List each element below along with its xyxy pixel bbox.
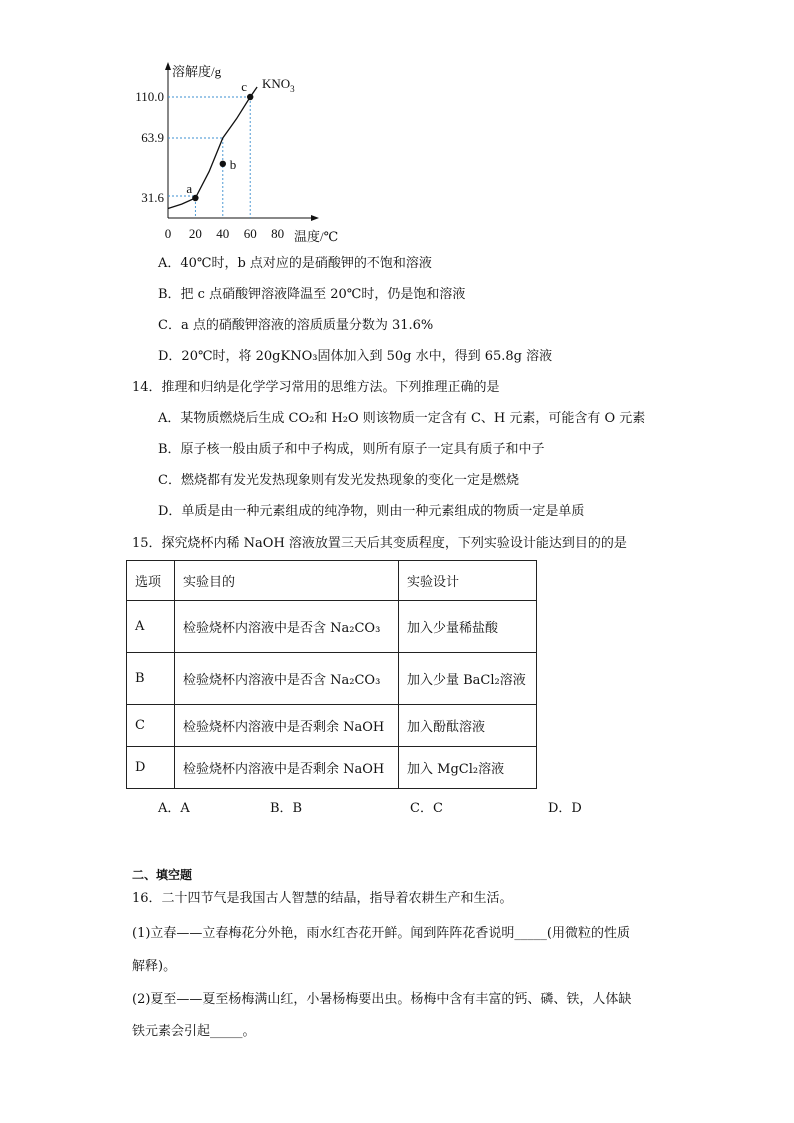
cell-option: D: [127, 747, 175, 789]
header-design: 实验设计: [399, 561, 537, 601]
point-label-a: a: [186, 181, 193, 196]
y-tick-label: 63.9: [141, 130, 164, 145]
cell-design: 加入少量 BaCl₂溶液: [399, 653, 537, 705]
x-tick-label: 40: [216, 226, 230, 241]
q15-answer-b: B．B: [270, 801, 303, 816]
data-point-a: [192, 195, 198, 201]
cell-design: 加入 MgCl₂溶液: [399, 747, 537, 789]
q15-answer-c: C．C: [410, 801, 443, 816]
point-label-c: c: [241, 79, 247, 94]
cell-design: 加入少量稀盐酸: [399, 601, 537, 653]
q16-part2-line2: 铁元素会引起_____。: [132, 1024, 256, 1039]
x-tick-label: 20: [188, 226, 202, 241]
table-row: [127, 747, 537, 789]
q13-option-d: D．20℃时，将 20gKNO₃固体加入到 50g 水中，得到 65.8g 溶液: [158, 349, 553, 364]
cell-purpose: 检验烧杯内溶液中是否含 Na₂CO₃: [175, 653, 399, 705]
q15-answer-a: A．A: [158, 801, 190, 816]
data-point-c: [247, 94, 253, 100]
q14-stem: 14．推理和归纳是化学学习常用的思维方法。下列推理正确的是: [132, 380, 500, 395]
q16-stem: 16．二十四节气是我国古人智慧的结晶，指导着农耕生产和生活。: [132, 891, 513, 906]
table-row: [127, 705, 537, 747]
cell-purpose: 检验烧杯内溶液中是否剩余 NaOH: [175, 705, 399, 747]
table-header-row: [127, 561, 537, 601]
cell-option: C: [127, 705, 175, 747]
cell-purpose: 检验烧杯内溶液中是否剩余 NaOH: [175, 747, 399, 789]
section-title: 二、填空题: [132, 868, 193, 882]
x-axis-label: 温度/℃: [294, 229, 339, 244]
data-point-b: [220, 161, 226, 167]
q13-option-b: B．把 c 点硝酸钾溶液降温至 20℃时，仍是饱和溶液: [158, 287, 466, 302]
solubility-chart: [130, 58, 360, 248]
q13-option-a: A．40℃时，b 点对应的是硝酸钾的不饱和溶液: [158, 256, 432, 271]
point-label-b: b: [229, 156, 237, 172]
x-tick-labels: [165, 226, 284, 241]
y-tick-labels: [135, 89, 164, 205]
curve-label: $KNO_3$: [262, 76, 295, 94]
x-tick-label: 0: [164, 226, 172, 241]
q16-part1-line1: (1)立春——立春梅花分外艳，雨水红杏花开鲜。闻到阵阵花香说明_____(用微粒的性质: [132, 926, 630, 941]
header-option: 选项: [127, 561, 175, 601]
x-tick-label: 60: [243, 226, 257, 241]
cell-option: A: [127, 601, 175, 653]
q16-part1-line2: 解释)。: [132, 959, 177, 974]
q14-option-a: A．某物质燃烧后生成 CO₂和 H₂O 则该物质一定含有 C、H 元素，可能含有 O 元素: [158, 411, 646, 426]
header-purpose: 实验目的: [175, 561, 399, 601]
table-row: [127, 653, 537, 705]
y-axis-label: 溶解度/g: [172, 64, 222, 79]
cell-option: B: [127, 653, 175, 705]
q15-stem: 15．探究烧杯内稀 NaOH 溶液放置三天后其变质程度，下列实验设计能达到目的的是: [132, 536, 627, 551]
q13-option-c: C．a 点的硝酸钾溶液的溶质质量分数为 31.6%: [158, 318, 434, 333]
q14-option-d: D．单质是由一种元素组成的纯净物，则由一种元素组成的物质一定是单质: [158, 504, 585, 519]
experiment-table: [126, 560, 537, 789]
guide-lines: [168, 97, 250, 218]
y-tick-label: 110.0: [135, 89, 164, 104]
q14-option-b: B．原子核一般由质子和中子构成，则所有原子一定具有质子和中子: [158, 442, 545, 457]
cell-design: 加入酚酞溶液: [399, 705, 537, 747]
q15-answer-d: D．D: [548, 801, 582, 816]
y-tick-label: 31.6: [141, 190, 164, 205]
table-row: [127, 601, 537, 653]
q14-option-c: C．燃烧都有发光发热现象则有发光发热现象的变化一定是燃烧: [158, 473, 519, 488]
cell-purpose: 检验烧杯内溶液中是否含 Na₂CO₃: [175, 601, 399, 653]
x-tick-label: 80: [271, 226, 285, 241]
kno3-solubility-curve: [168, 87, 257, 209]
q16-part2-line1: (2)夏至——夏至杨梅满山红，小暑杨梅要出虫。杨梅中含有丰富的钙、磷、铁，人体缺: [132, 992, 632, 1007]
